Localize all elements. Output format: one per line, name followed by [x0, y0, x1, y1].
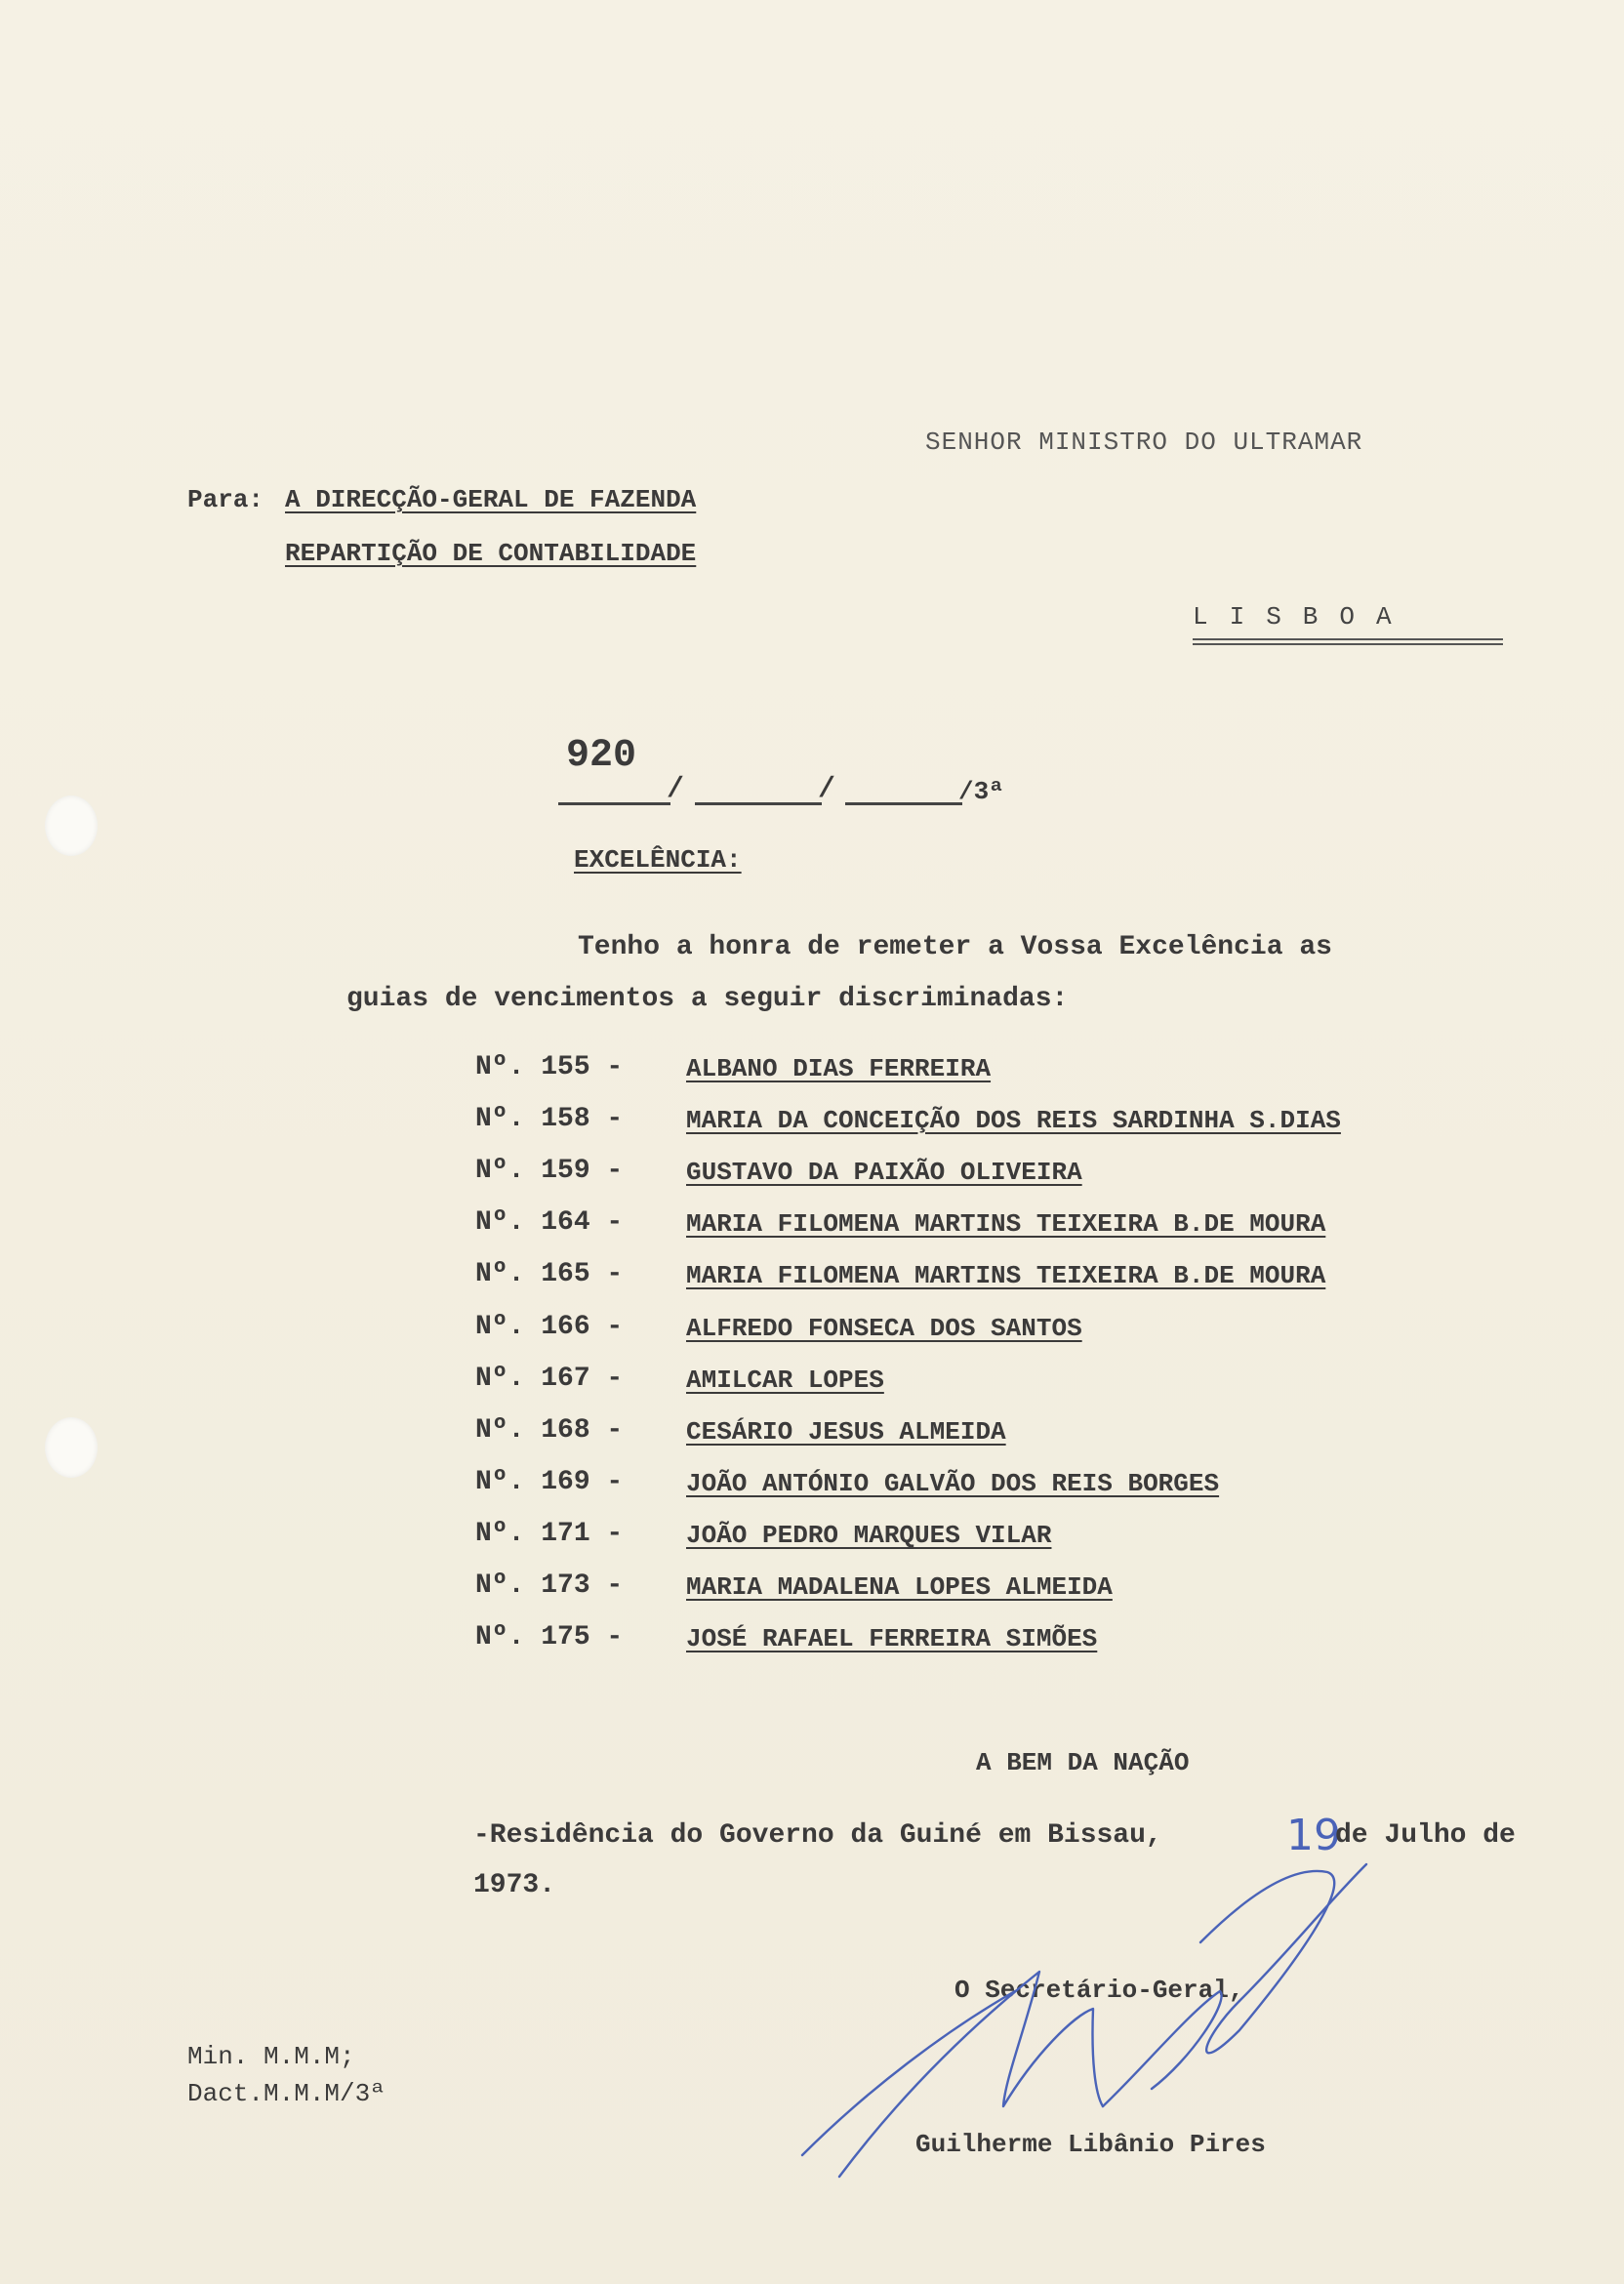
city: LISBOA	[1193, 602, 1413, 632]
closing: A BEM DA NAÇÃO	[976, 1748, 1190, 1777]
footer-line-1: Min. M.M.M;	[187, 2042, 355, 2071]
item-number: Nº. 165 -	[475, 1259, 624, 1289]
para-line2: REPARTIÇÃO DE CONTABILIDADE	[285, 539, 697, 568]
item-name: ALBANO DIAS FERREIRA	[686, 1054, 992, 1083]
reference-slash: /	[667, 773, 685, 806]
item-number: Nº. 169 -	[475, 1467, 624, 1497]
salutation: EXCELÊNCIA:	[574, 845, 742, 875]
item-number: Nº. 164 -	[475, 1207, 624, 1238]
item-number: Nº. 173 -	[475, 1570, 624, 1601]
item-name: MARIA FILOMENA MARTINS TEIXEIRA B.DE MOURA	[686, 1261, 1326, 1290]
item-name: JOSÉ RAFAEL FERREIRA SIMÕES	[686, 1624, 1098, 1653]
reference-field-3	[845, 802, 962, 805]
item-number: Nº. 158 -	[475, 1104, 624, 1134]
city-double-underline	[1193, 638, 1503, 645]
reference-number: 920	[566, 734, 637, 778]
item-number: Nº. 167 -	[475, 1364, 624, 1394]
para-label: Para:	[187, 485, 264, 514]
item-number: Nº. 155 -	[475, 1052, 624, 1082]
item-name: JOÃO PEDRO MARQUES VILAR	[686, 1521, 1052, 1550]
handwritten-day: 19	[1286, 1811, 1341, 1860]
item-number: Nº. 171 -	[475, 1519, 624, 1549]
item-number: Nº. 168 -	[475, 1415, 624, 1446]
item-number: Nº. 166 -	[475, 1312, 624, 1342]
item-name: JOÃO ANTÓNIO GALVÃO DOS REIS BORGES	[686, 1469, 1220, 1498]
signatory-title: O Secretário-Geral,	[954, 1976, 1244, 2005]
item-number: Nº. 159 -	[475, 1156, 624, 1186]
item-name: CESÁRIO JESUS ALMEIDA	[686, 1417, 1006, 1447]
place-date-suffix: de Julho de	[1335, 1820, 1516, 1851]
punch-hole-top	[45, 795, 98, 856]
addressee: SENHOR MINISTRO DO ULTRAMAR	[925, 428, 1363, 457]
reference-field-1	[558, 802, 670, 805]
place-date-prefix: -Residência do Governo da Guiné em Bissau,	[473, 1820, 1162, 1851]
item-name: AMILCAR LOPES	[686, 1366, 884, 1395]
item-name: ALFREDO FONSECA DOS SANTOS	[686, 1314, 1082, 1343]
para-line1: A DIRECÇÃO-GERAL DE FAZENDA	[285, 485, 697, 514]
item-name: MARIA FILOMENA MARTINS TEIXEIRA B.DE MOURA	[686, 1209, 1326, 1239]
item-name: MARIA MADALENA LOPES ALMEIDA	[686, 1572, 1113, 1602]
reference-slash: /	[818, 773, 836, 806]
reference-field-2	[695, 802, 822, 805]
year: 1973.	[473, 1870, 556, 1900]
footer-line-2: Dact.M.M.M/3ª	[187, 2079, 386, 2108]
item-number: Nº. 175 -	[475, 1622, 624, 1652]
body-line-2: guias de vencimentos a seguir discriminadas:	[346, 984, 1069, 1014]
item-name: GUSTAVO DA PAIXÃO OLIVEIRA	[686, 1158, 1082, 1187]
signatory-name: Guilherme Libânio Pires	[915, 2130, 1266, 2159]
reference-suffix: /3ª	[958, 777, 1004, 806]
item-name: MARIA DA CONCEIÇÃO DOS REIS SARDINHA S.DIAS	[686, 1106, 1341, 1135]
body-line-1: Tenho a honra de remeter a Vossa Excelência as	[578, 932, 1332, 962]
punch-hole-bottom	[45, 1417, 98, 1478]
